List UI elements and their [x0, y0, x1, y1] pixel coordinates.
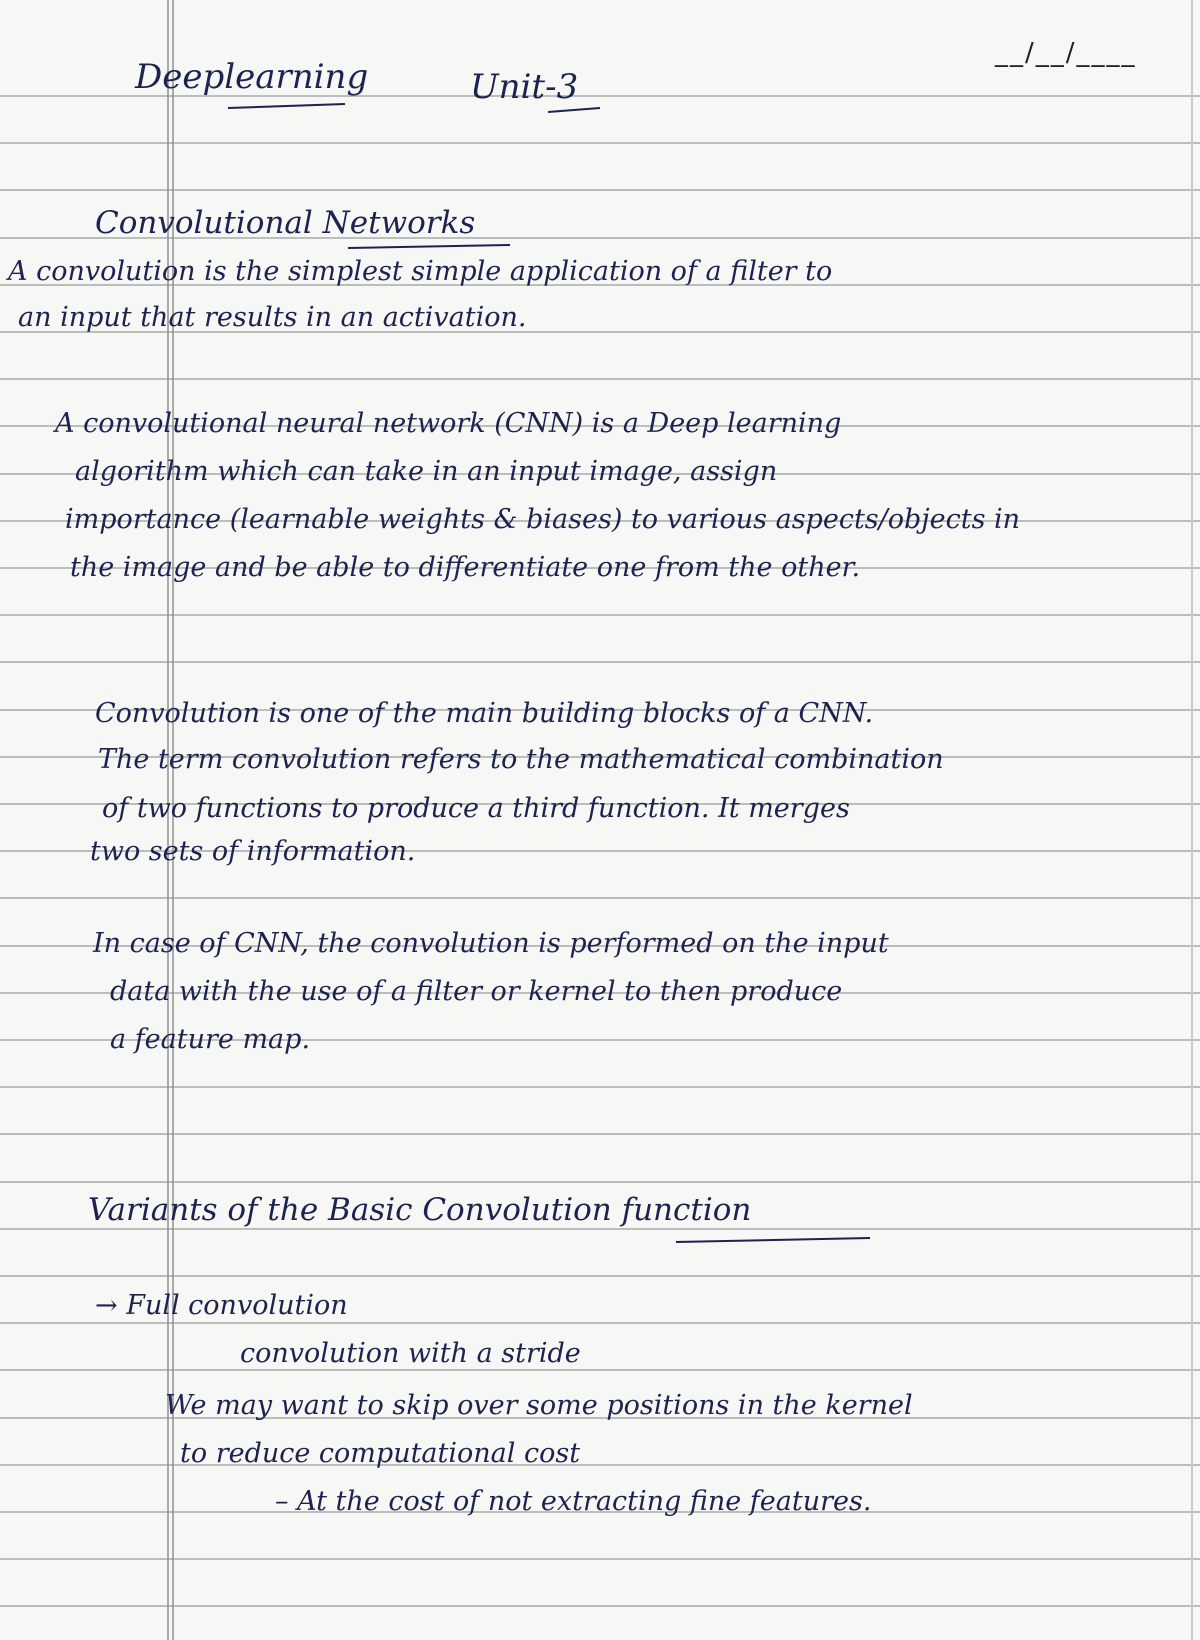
- stride-note-line-1: We may want to skip over some positions in the kernel: [165, 1390, 913, 1421]
- cnn-case-line-2: data with the use of a filter or kernel to then produce: [110, 976, 843, 1007]
- conv-def-line-2: an input that results in an activation.: [18, 302, 527, 333]
- unit-label: Unit-3: [470, 67, 579, 107]
- conv-def-line-1: A convolution is the simplest simple application of a filter to: [8, 256, 833, 287]
- building-block-line-2: The term convolution refers to the mathematical combination: [98, 744, 944, 775]
- stride-note-line-2: to reduce computational cost: [180, 1438, 581, 1469]
- building-block-line-3: of two functions to produce a third function. It merges: [102, 793, 850, 824]
- cnn-def-line-3: importance (learnable weights & biases) to various aspects/objects in: [65, 504, 1021, 535]
- cnn-def-line-2: algorithm which can take in an input image, assign: [75, 456, 778, 487]
- cnn-def-line-1: A convolutional neural network (CNN) is a Deep learning: [55, 408, 842, 439]
- cnn-case-line-3: a feature map.: [110, 1024, 311, 1055]
- subject-title: Deeplearning: [135, 57, 369, 97]
- building-block-line-4: two sets of information.: [90, 836, 416, 867]
- variant-stride: convolution with a stride: [240, 1338, 581, 1369]
- cnn-def-line-4: the image and be able to differentiate one from the other.: [70, 552, 861, 583]
- date-field: __/__/____: [995, 38, 1137, 68]
- variant-full-convolution: → Full convolution: [95, 1290, 348, 1321]
- heading-variants: Variants of the Basic Convolution function: [88, 1192, 752, 1228]
- building-block-line-1: Convolution is one of the main building blocks of a CNN.: [95, 698, 874, 729]
- stride-note-line-3: – At the cost of not extracting fine features.: [275, 1486, 872, 1517]
- heading-convolutional-networks: Convolutional Networks: [95, 205, 476, 241]
- cnn-case-line-1: In case of CNN, the convolution is performed on the input: [93, 928, 889, 959]
